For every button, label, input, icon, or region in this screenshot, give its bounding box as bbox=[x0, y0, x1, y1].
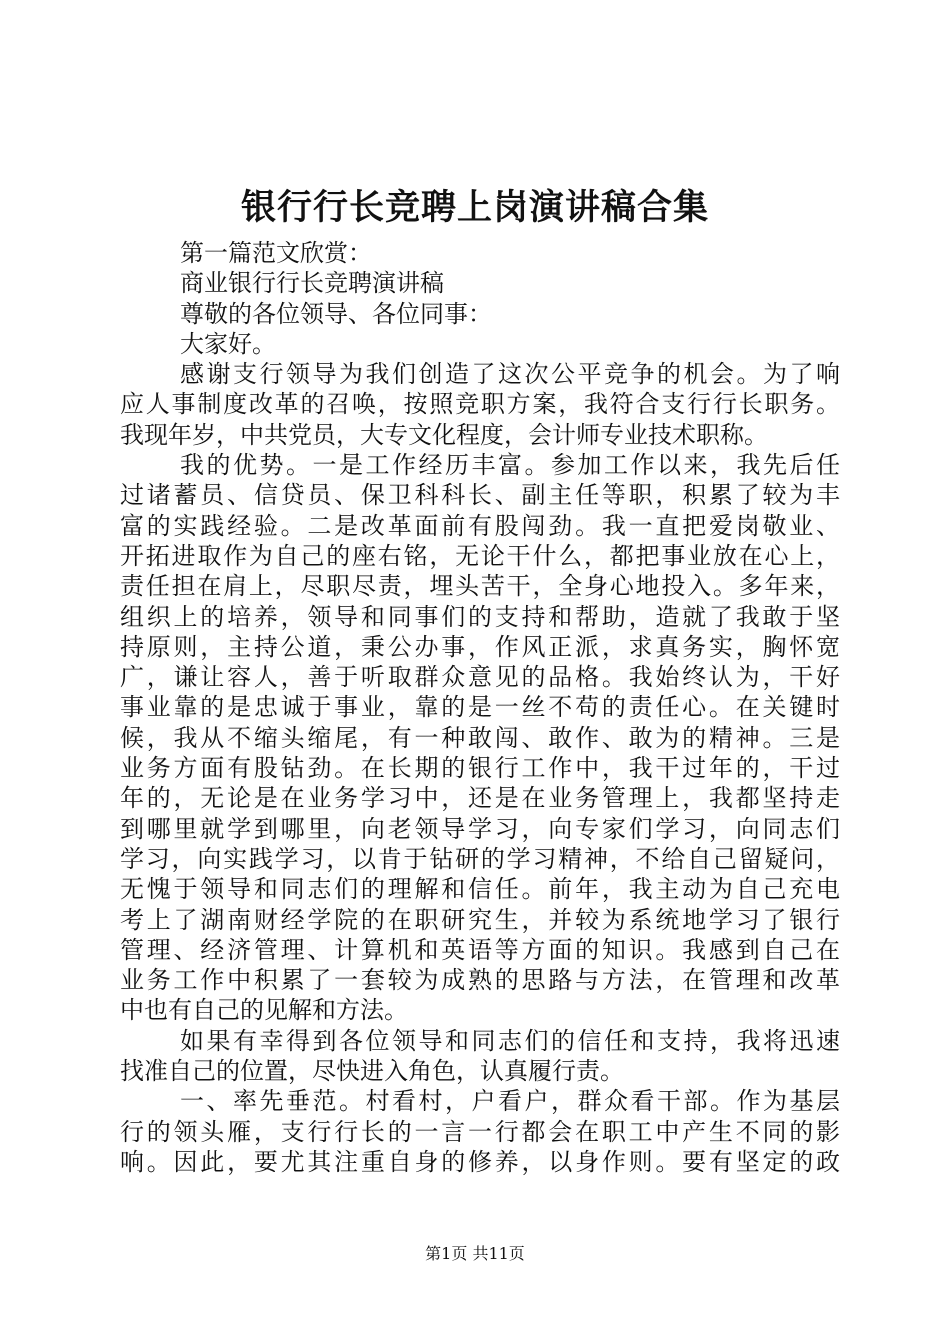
text-line: 我现年岁，中共党员，大专文化程度，会计师专业技术职称。 bbox=[120, 420, 768, 449]
text-line: 持原则，主持公道，秉公办事，作风正派，求真务实，胸怀宽 bbox=[120, 632, 840, 661]
text-line: 尊敬的各位领导、各位同事： bbox=[180, 299, 492, 328]
text-line: 业务方面有股钻劲。在长期的银行工作中，我干过年的，干过 bbox=[120, 754, 840, 783]
text-line: 如果有幸得到各位领导和同志们的信任和支持，我将迅速 bbox=[180, 1026, 840, 1055]
text-line: 考上了湖南财经学院的在职研究生，并较为系统地学习了银行 bbox=[120, 905, 840, 934]
text-line: 大家好。 bbox=[180, 329, 276, 358]
text-line: 业务工作中积累了一套较为成熟的思路与方法，在管理和改革 bbox=[120, 966, 840, 995]
text-line: 找准自己的位置，尽快进入角色，认真履行责。 bbox=[120, 1057, 624, 1086]
text-line: 事业靠的是忠诚于事业，靠的是一丝不苟的责任心。在关键时 bbox=[120, 693, 840, 722]
text-line: 开拓进取作为自己的座右铭，无论干什么，都把事业放在心上， bbox=[120, 541, 840, 570]
text-line: 无愧于领导和同志们的理解和信任。前年，我主动为自己充电 bbox=[120, 875, 840, 904]
page-footer: 第1页 共11页 bbox=[425, 1244, 525, 1263]
text-line: 第一篇范文欣赏： bbox=[180, 239, 372, 267]
text-line: 一、率先垂范。村看村，户看户，群众看干部。作为基层 bbox=[180, 1087, 840, 1116]
text-line: 中也有自己的见解和方法。 bbox=[120, 996, 408, 1025]
text-line: 年的，无论是在业务学习中，还是在业务管理上，我都坚持走 bbox=[120, 784, 840, 813]
text-line: 商业银行行长竞聘演讲稿 bbox=[180, 269, 444, 298]
document-title: 银行行长竞聘上岗演讲稿合集 bbox=[240, 187, 709, 228]
text-line: 富的实践经验。二是改革面前有股闯劲。我一直把爱岗敬业、 bbox=[120, 511, 840, 540]
text-line: 过诸蓄员、信贷员、保卫科科长、副主任等职，积累了较为丰 bbox=[120, 481, 840, 510]
text-line: 我的优势。一是工作经历丰富。参加工作以来，我先后任 bbox=[180, 451, 840, 480]
text-line: 责任担在肩上，尽职尽责，埋头苦干，全身心地投入。多年来， bbox=[120, 572, 840, 601]
document-body bbox=[120, 238, 840, 1177]
text-line: 应人事制度改革的召唤，按照竞职方案，我符合支行行长职务。 bbox=[120, 390, 840, 419]
text-line: 学习，向实践学习，以肯于钻研的学习精神，不给自己留疑问， bbox=[120, 844, 840, 873]
text-line: 候，我从不缩头缩尾，有一种敢闯、敢作、敢为的精神。三是 bbox=[120, 723, 840, 752]
text-line: 到哪里就学到哪里，向老领导学习，向专家们学习，向同志们 bbox=[120, 814, 840, 843]
text-line: 管理、经济管理、计算机和英语等方面的知识。我感到自己在 bbox=[120, 935, 840, 964]
text-line: 行的领头雁，支行行长的一言一行都会在职工中产生不同的影 bbox=[120, 1117, 840, 1146]
text-line: 响。因此，要尤其注重自身的修养，以身作则。要有坚定的政 bbox=[120, 1147, 840, 1176]
text-line: 感谢支行领导为我们创造了这次公平竞争的机会。为了响 bbox=[180, 360, 840, 389]
text-line: 组织上的培养，领导和同事们的支持和帮助，造就了我敢于坚 bbox=[120, 602, 840, 631]
text-line: 广，谦让容人，善于听取群众意见的品格。我始终认为，干好 bbox=[120, 663, 840, 692]
